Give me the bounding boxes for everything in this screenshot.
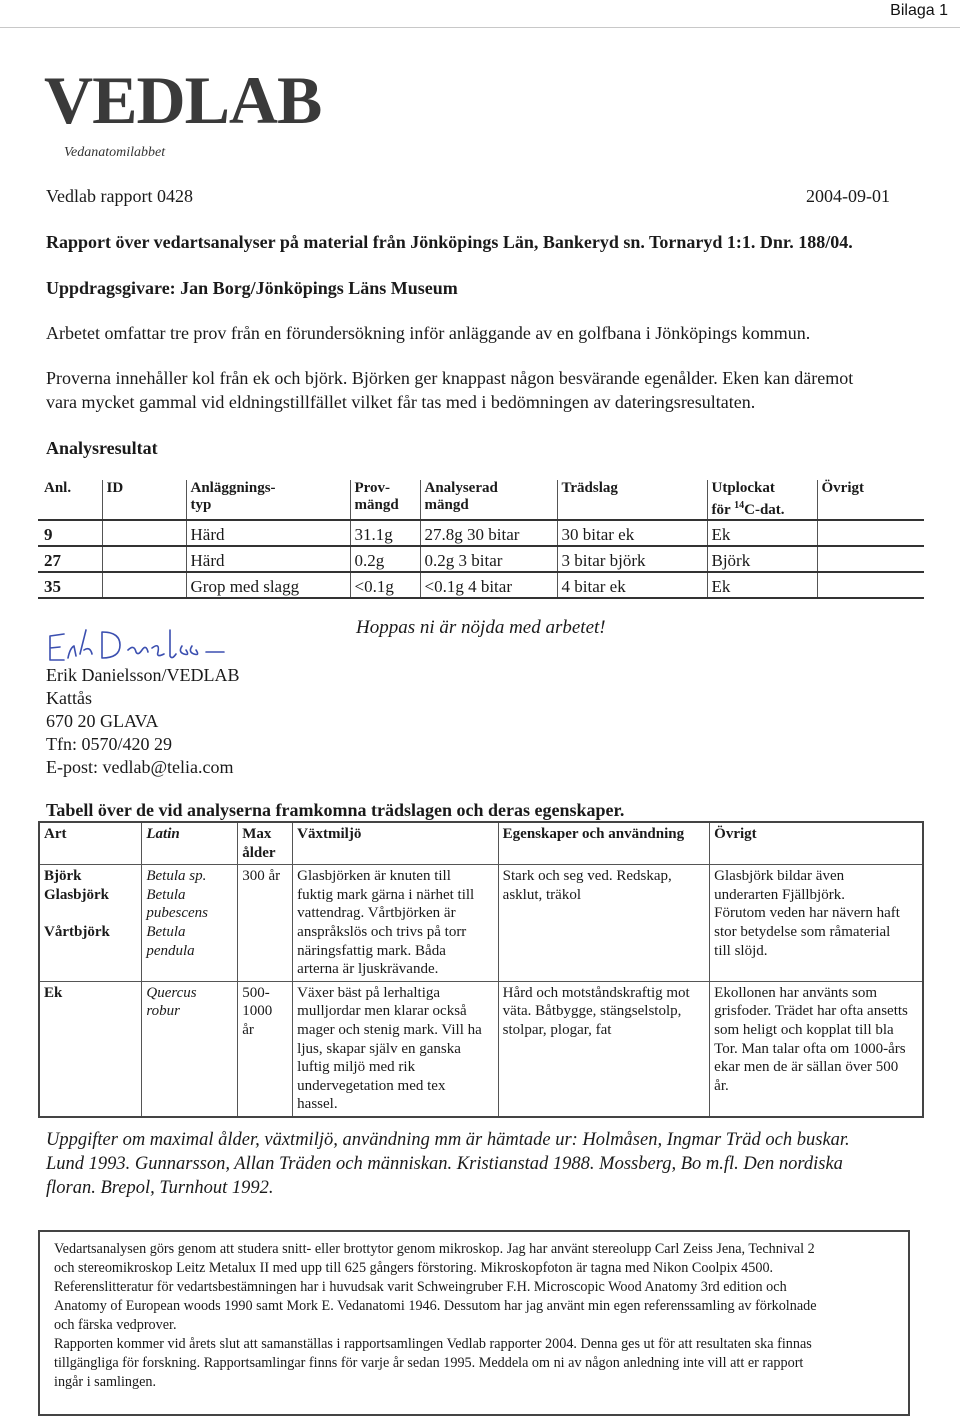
- logo-subtitle: Vedanatomilabbet: [64, 145, 166, 160]
- cell-latin: [142, 865, 238, 982]
- props-line: Stark och seg ved. Redskap,: [502, 868, 672, 885]
- latin-line: pendula: [146, 942, 195, 959]
- header-properties: Egenskaper och användning: [498, 822, 709, 865]
- cell-type: Grop med slagg: [186, 572, 350, 598]
- art-line: [44, 904, 137, 923]
- max-line: 500-: [242, 984, 270, 1001]
- header-max-line-1: Max: [242, 826, 272, 842]
- header-species: Trädslag: [557, 480, 707, 520]
- header-picked-line-2a: för: [711, 502, 735, 518]
- header-anl: Anl.: [44, 480, 72, 496]
- info-paragraph-2: [54, 1335, 894, 1392]
- cell-anl: 27: [44, 551, 61, 570]
- env-line: anspråkslös och trivs på torr: [297, 923, 467, 940]
- properties-header-row: [39, 822, 923, 865]
- info-line: Vedartsanalysen görs genom att studera snitt- eller brottytor genom mikroskop. Jag har använt stereolupp Carl Zeiss Jena, Technival 2: [54, 1241, 815, 1257]
- cell-latin: [142, 981, 238, 1117]
- header-picked-line-2b: C-dat.: [744, 502, 785, 518]
- report-date: 2004-09-01: [806, 186, 890, 206]
- handwritten-signature: [44, 624, 234, 664]
- info-line: Rapporten kommer vid årets slut att samanställas i rapportsamlingen Vedlab rapporter 2004. Denna ges ut för att resultaten ska finnas: [54, 1336, 812, 1352]
- header-prov-line-2: mängd: [354, 497, 399, 513]
- signature-block: [46, 664, 239, 779]
- env-line: mulljordar men klarar också: [297, 1003, 467, 1020]
- other-line: ekar men de är sällan över 500: [714, 1059, 899, 1076]
- signature-email[interactable]: E-post: vedlab@telia.com: [46, 757, 234, 777]
- page-header-label: Bilaga 1: [890, 2, 948, 19]
- other-line: Tor. Man talar ofta om 1000-års: [714, 1040, 906, 1057]
- cell-anl: 35: [44, 577, 61, 596]
- max-line: 300 år: [242, 868, 281, 885]
- signature-address-1: Kattås: [46, 688, 92, 708]
- cell-species: 3 bitar björk: [557, 546, 707, 572]
- header-analyzed: [420, 480, 557, 520]
- header-divider: [0, 27, 960, 28]
- max-line: 1000: [242, 1003, 273, 1020]
- cell-other: [710, 865, 923, 982]
- header-picked-line-1: Utplockat: [711, 480, 775, 496]
- props-line: väta. Båtbygge, stängselstolp,: [502, 1003, 682, 1020]
- header-analyzed-line-1: Analyserad: [424, 480, 498, 496]
- results-table: [38, 480, 924, 599]
- latin-line: pubescens: [146, 905, 209, 922]
- header-other: Övrigt: [710, 822, 923, 865]
- report-paragraph-1: Arbetet omfattar tre prov från en förundersökning inför anläggande av en golfbana i Jönköpings kommun.: [46, 323, 811, 343]
- header-prov: [350, 480, 420, 520]
- signature-name: Erik Danielsson/VEDLAB: [46, 665, 240, 685]
- other-line: Ekollonen har använts som: [714, 984, 878, 1001]
- cell-prov: 31.1g: [350, 520, 420, 546]
- env-line: arterna är ljuskrävande.: [297, 961, 439, 978]
- header-max-line-2: ålder: [242, 844, 276, 861]
- cell-max-age: [238, 981, 293, 1117]
- sources-note: [46, 1128, 850, 1200]
- closing-message: Hoppas ni är nöjda med arbetet!: [356, 617, 606, 638]
- table-row: [38, 546, 924, 572]
- table-row: [39, 865, 923, 982]
- header-picked: [707, 480, 817, 520]
- info-line: Referenslitteratur för vedartsbestämningen har i huvudsak varit Schweingruber F.H. Microscopic Wood Anatomy 3rd edition och: [54, 1279, 787, 1295]
- report-title: Rapport över vedartsanalyser på material från Jönköpings Län, Bankeryd sn. Tornaryd 1:1. Dnr. 188/04.: [46, 232, 853, 252]
- header-analyzed-line-2: mängd: [424, 497, 469, 513]
- header-picked-sup: 14: [734, 500, 745, 511]
- cell-max-age: [238, 865, 293, 982]
- latin-line: Betula: [146, 923, 186, 940]
- table-row: [39, 981, 923, 1117]
- table-row: [38, 572, 924, 598]
- properties-table: [38, 821, 924, 1118]
- info-line: och färska vedprover.: [54, 1317, 177, 1333]
- info-line: och stereomikroskop Leitz Metalux II med upp till 625 gångers förstoring. Mikroskopfoton är tagna med Nikon Coolpix 4500.: [54, 1260, 774, 1276]
- cell-properties: [498, 865, 709, 982]
- header-type-line-2: typ: [190, 497, 212, 513]
- env-line: mager och stenig mark. Vill ha: [297, 1021, 482, 1038]
- other-line: som heligt och kopplat till bla: [714, 1021, 894, 1038]
- cell-analyzed: <0.1g 4 bitar: [420, 572, 557, 598]
- other-line: grisfoder. Trädet har ofta ansetts: [714, 1003, 908, 1020]
- cell-environment: [293, 865, 499, 982]
- cell-analyzed: 0.2g 3 bitar: [420, 546, 557, 572]
- cell-other: [710, 981, 923, 1117]
- other-line: Glasbjörk bildar även: [714, 868, 845, 885]
- signature-phone: Tfn: 0570/420 29: [46, 734, 172, 754]
- cell-prov: 0.2g: [350, 546, 420, 572]
- latin-line: Quercus: [146, 984, 197, 1001]
- cell-analyzed: 27.8g 30 bitar: [420, 520, 557, 546]
- latin-line: Betula sp.: [146, 868, 207, 885]
- cell-art: [39, 865, 142, 982]
- logo-title: VEDLAB: [44, 62, 322, 138]
- cell-id: [102, 572, 186, 598]
- info-line: tillgängliga för forskning. Rapportsamlingar finns för varje år sedan 1995. Meddela om ni av någon anledning inte vill att er rapport: [54, 1355, 804, 1371]
- sources-line: Lund 1993. Gunnarsson, Allan Träden och människan. Kristianstad 1988. Mossberg, Bo m.fl. Den nordiska: [46, 1154, 843, 1174]
- cell-other: [817, 520, 924, 546]
- report-client: Uppdragsgivare: Jan Borg/Jönköpings Läns Museum: [46, 278, 458, 298]
- cell-properties: [498, 981, 709, 1117]
- env-line: ljus, skapar själv en ganska: [297, 1040, 461, 1057]
- signature-address-2: 670 20 GLAVA: [46, 711, 159, 731]
- cell-species: 30 bitar ek: [557, 520, 707, 546]
- header-type: [186, 480, 350, 520]
- header-environment: Växtmiljö: [293, 822, 499, 865]
- cell-id: [102, 546, 186, 572]
- header-max-age: [238, 822, 293, 865]
- cell-anl: 9: [44, 525, 53, 544]
- other-line: år.: [714, 1077, 729, 1094]
- report-number: Vedlab rapport 0428: [46, 186, 193, 206]
- table-row: [38, 520, 924, 546]
- header-id: ID: [102, 480, 186, 520]
- header-prov-line-1: Prov-: [354, 480, 391, 496]
- method-info-box: [38, 1230, 910, 1416]
- cell-picked: Ek: [707, 572, 817, 598]
- art-line: Björk: [44, 868, 82, 885]
- cell-id: [102, 520, 186, 546]
- cell-other: [817, 572, 924, 598]
- env-line: luftig miljö med rik: [297, 1059, 416, 1076]
- art-line: Vårtbjörk: [44, 923, 110, 940]
- cell-art: [39, 981, 142, 1117]
- env-line: fuktig mark gärna i närhet till: [297, 886, 475, 903]
- cell-environment: [293, 981, 499, 1117]
- report-paragraph-2-line-2: vara mycket gammal vid eldningstillfället vilket får tas med i bedömningen av dateringsresultaten.: [46, 392, 756, 412]
- props-line: stolpar, plogar, fat: [502, 1021, 612, 1038]
- other-line: stor betydelse som råmaterial: [714, 923, 891, 940]
- info-line: ingår i samlingen.: [54, 1374, 157, 1390]
- env-line: undervegetation med tex: [297, 1077, 446, 1094]
- latin-line: Betula: [146, 886, 186, 903]
- info-paragraph-1: [54, 1240, 894, 1335]
- latin-line: robur: [146, 1003, 180, 1020]
- props-line: asklut, träkol: [502, 886, 581, 903]
- cell-prov: <0.1g: [350, 572, 420, 598]
- env-line: Växer bäst på lerhaltiga: [297, 984, 441, 1001]
- report-paragraph-2-line-1: Proverna innehåller kol från ek och björk. Björken ger knappast någon besvärande egenålder. Eken kan däremot: [46, 368, 854, 388]
- env-line: hassel.: [297, 1096, 338, 1113]
- cell-picked: Björk: [707, 546, 817, 572]
- header-art: Art: [39, 822, 142, 865]
- other-line: till slöjd.: [714, 942, 768, 959]
- cell-picked: Ek: [707, 520, 817, 546]
- cell-other: [817, 546, 924, 572]
- cell-type: Härd: [186, 546, 350, 572]
- header-latin: Latin: [142, 822, 238, 865]
- props-line: Hård och motståndskraftig mot: [502, 984, 690, 1001]
- art-line: Glasbjörk: [44, 886, 110, 903]
- env-line: näringsfattig mark. Båda: [297, 942, 446, 959]
- other-line: Förutom veden har nävern haft: [714, 905, 900, 922]
- results-heading: Analysresultat: [46, 438, 158, 458]
- header-other: Övrigt: [817, 480, 924, 520]
- other-line: underarten Fjällbjörk.: [714, 886, 845, 903]
- results-header-row: [38, 480, 924, 520]
- max-line: år: [242, 1021, 254, 1038]
- art-line: Ek: [44, 984, 63, 1001]
- header-type-line-1: Anläggnings-: [190, 480, 276, 496]
- sources-line: floran. Brepol, Turnhout 1992.: [46, 1178, 274, 1198]
- cell-type: Härd: [186, 520, 350, 546]
- properties-table-title: Tabell över de vid analyserna framkomna trädslagen och deras egenskaper.: [46, 800, 625, 820]
- env-line: Glasbjörken är knuten till: [297, 868, 451, 885]
- sources-line: Uppgifter om maximal ålder, växtmiljö, användning mm är hämtade ur: Holmåsen, Ingmar Träd och buskar.: [46, 1130, 850, 1150]
- env-line: vattendrag. Vårtbjörken är: [297, 905, 456, 922]
- cell-species: 4 bitar ek: [557, 572, 707, 598]
- info-line: Anatomy of European woods 1990 samt Mork E. Vedanatomi 1946. Dessutom har jag använt min egen referenssamling av förkolnade: [54, 1298, 817, 1314]
